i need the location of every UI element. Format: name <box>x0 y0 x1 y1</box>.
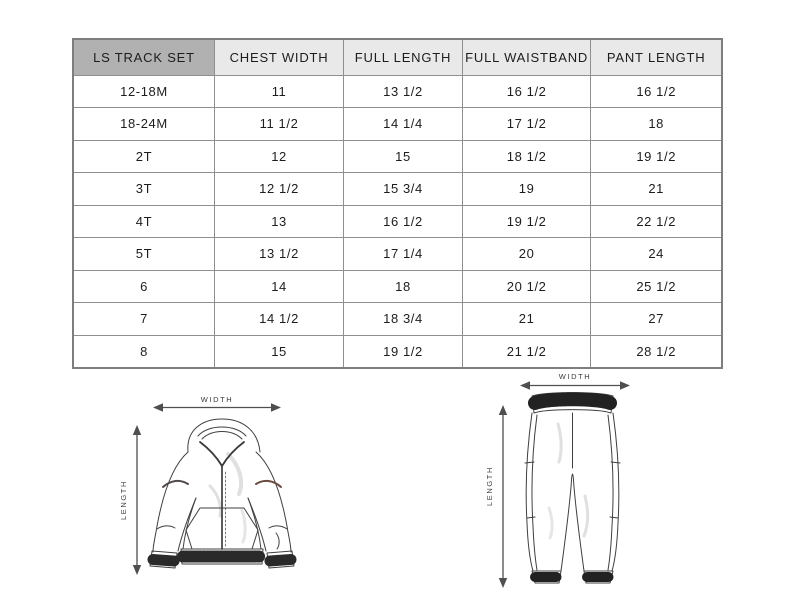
size-cell: 5T <box>73 238 214 271</box>
measurement-cell: 18 <box>344 270 463 303</box>
table-row <box>73 303 722 336</box>
measurement-cell: 14 1/2 <box>214 303 343 336</box>
pants-width-label: WIDTH <box>558 372 592 381</box>
measurement-cell: 15 3/4 <box>344 173 463 206</box>
measurement-cell: 20 <box>462 238 591 271</box>
measurement-cell: 18 3/4 <box>344 303 463 336</box>
size-cell: 8 <box>73 335 214 368</box>
measurement-cell: 19 1/2 <box>344 335 463 368</box>
size-cell: 6 <box>73 270 214 303</box>
table-row <box>73 140 722 173</box>
measurement-cell: 15 <box>344 140 463 173</box>
size-cell: 12-18M <box>73 75 214 108</box>
jacket-width-arrow-icon <box>153 403 281 411</box>
measurement-cell: 11 <box>214 75 343 108</box>
pants-diagram <box>470 368 645 598</box>
measurement-cell: 21 1/2 <box>462 335 591 368</box>
jacket-width-label: WIDTH <box>200 395 234 404</box>
measurement-cell: 24 <box>591 238 722 271</box>
measurement-cell: 16 1/2 <box>344 205 463 238</box>
measurement-cell: 19 1/2 <box>462 205 591 238</box>
table-row <box>73 270 722 303</box>
measurement-cell: 14 1/4 <box>344 108 463 141</box>
header-cell-product-name: LS TRACK SET <box>73 39 214 75</box>
jacket-length-arrow-icon <box>133 425 141 575</box>
measurement-cell: 19 1/2 <box>591 140 722 173</box>
size-cell: 2T <box>73 140 214 173</box>
measurement-cell: 25 1/2 <box>591 270 722 303</box>
measurement-cell: 18 <box>591 108 722 141</box>
measurement-cell: 18 1/2 <box>462 140 591 173</box>
measurement-cell: 13 1/2 <box>214 238 343 271</box>
jacket-diagram <box>110 392 310 582</box>
measurement-cell: 28 1/2 <box>591 335 722 368</box>
header-cell-chest-width: CHEST WIDTH <box>214 39 343 75</box>
table-row <box>73 335 722 368</box>
measurement-cell: 21 <box>462 303 591 336</box>
header-cell-full-waistband: FULL WAISTBAND <box>462 39 591 75</box>
measurement-cell: 21 <box>591 173 722 206</box>
table-row <box>73 238 722 271</box>
measurement-cell: 20 1/2 <box>462 270 591 303</box>
size-cell: 4T <box>73 205 214 238</box>
pants-length-arrow-icon <box>499 405 507 588</box>
table-row <box>73 173 722 206</box>
table-row <box>73 108 722 141</box>
measurement-cell: 12 <box>214 140 343 173</box>
size-cell: 3T <box>73 173 214 206</box>
pants-length-label: LENGTH <box>485 465 494 507</box>
measurement-cell: 15 <box>214 335 343 368</box>
size-cell: 18-24M <box>73 108 214 141</box>
header-cell-pant-length: PANT LENGTH <box>591 39 722 75</box>
header-cell-full-length: FULL LENGTH <box>344 39 463 75</box>
measurement-cell: 22 1/2 <box>591 205 722 238</box>
table-row <box>73 205 722 238</box>
measurement-cell: 16 1/2 <box>462 75 591 108</box>
measurement-cell: 27 <box>591 303 722 336</box>
table-header-row <box>73 39 722 75</box>
measurement-cell: 11 1/2 <box>214 108 343 141</box>
measurement-cell: 19 <box>462 173 591 206</box>
size-cell: 7 <box>73 303 214 336</box>
measurement-cell: 13 1/2 <box>344 75 463 108</box>
jacket-length-label: LENGTH <box>119 479 128 521</box>
size-chart-table <box>72 38 723 369</box>
pants-width-arrow-icon <box>520 381 630 389</box>
measurement-cell: 17 1/4 <box>344 238 463 271</box>
hoodie-drawing-icon <box>150 419 294 568</box>
measurement-cell: 12 1/2 <box>214 173 343 206</box>
measurement-cell: 16 1/2 <box>591 75 722 108</box>
measurement-cell: 13 <box>214 205 343 238</box>
measurement-cell: 14 <box>214 270 343 303</box>
table-row <box>73 75 722 108</box>
pants-drawing-icon <box>525 393 620 583</box>
measurement-cell: 17 1/2 <box>462 108 591 141</box>
